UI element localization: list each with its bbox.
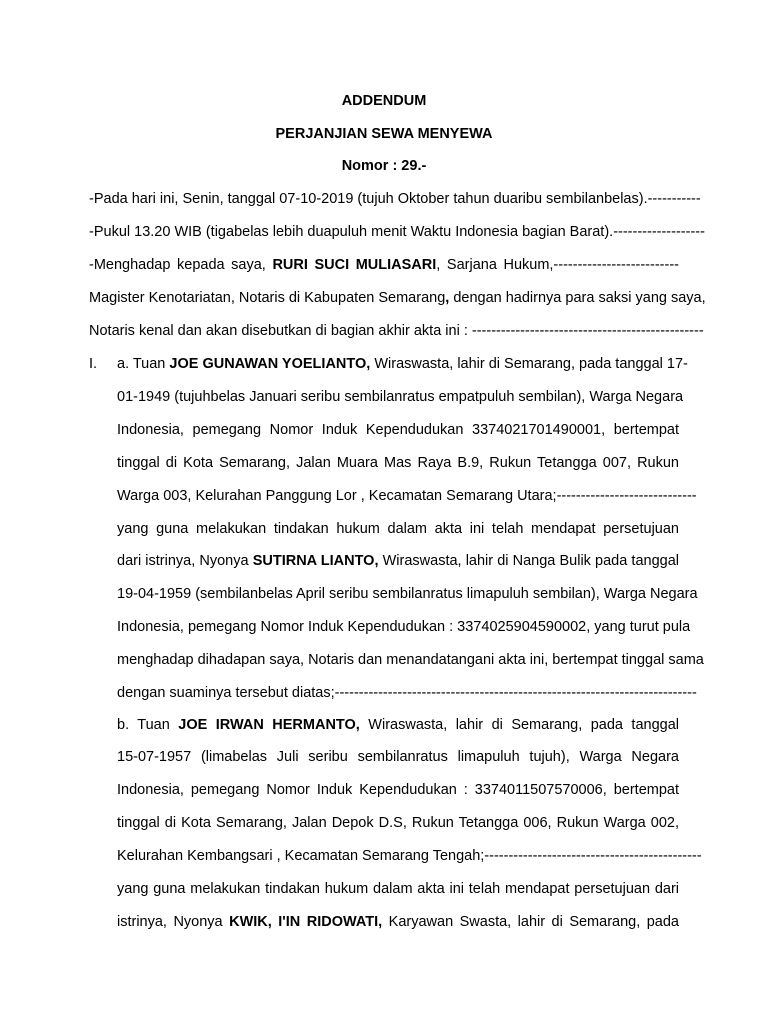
party-a-line-11: dengan suaminya tersebut diatas;---------------------------------------------------------------------------	[117, 685, 697, 701]
party-b-line-1: b. Tuan JOE IRWAN HERMANTO, Wiraswasta, lahir di Semarang, pada tanggal	[117, 717, 680, 733]
party-b-line-7: istrinya, Nyonya KWIK, I'IN RIDOWATI, Karyawan Swasta, lahir di Semarang, pada	[117, 914, 679, 930]
party-a-line-5: Warga 003, Kelurahan Panggung Lor , Kecamatan Semarang Utara;-----------------------------	[117, 488, 697, 504]
party-a-line-4: tinggal di Kota Semarang, Jalan Muara Mas Raya B.9, Rukun Tetangga 007, Rukun	[117, 455, 679, 471]
party-a-line-7: dari istrinya, Nyonya SUTIRNA LIANTO, Wiraswasta, lahir di Nanga Bulik pada tanggal	[117, 553, 680, 569]
document-title: ADDENDUM	[341, 93, 427, 109]
party-b-spouse-name: KWIK, I'IN RIDOWATI,	[229, 914, 383, 930]
party-a-line-9: Indonesia, pemegang Nomor Induk Kependudukan : 3374025904590002, yang turut pula	[117, 619, 691, 635]
party-b-line-6: yang guna melakukan tindakan hukum dalam akta ini telah mendapat persetujuan dari	[117, 881, 679, 897]
opening-line-witness: Notaris kenal dan akan disebutkan di bagian akhir akta ini : ------------------------------------------------	[89, 323, 704, 339]
opening-line-notary: Magister Kenotariatan, Notaris di Kabupaten Semarang, dengan hadirnya para saksi yang saya,	[89, 290, 706, 306]
opening-line-time: -Pukul 13.20 WIB (tigabelas lebih duapuluh menit Waktu Indonesia bagian Barat).-------------------	[89, 224, 705, 240]
party-a-name: JOE GUNAWAN YOELIANTO,	[169, 356, 371, 372]
section-roman-numeral: I.	[89, 356, 98, 372]
party-a-line-8: 19-04-1959 (sembilanbelas April seribu sembilanratus limapuluh sembilan), Warga Negara	[117, 586, 698, 602]
notary-name: RURI SUCI MULIASARI	[272, 257, 437, 273]
party-b-line-4: tinggal di Kota Semarang, Jalan Depok D.S, Rukun Tetangga 006, Rukun Warga 002,	[117, 815, 679, 831]
party-b-line-3: Indonesia, pemegang Nomor Induk Kependudukan : 3374011507570006, bertempat	[117, 782, 679, 798]
party-a-line-10: menghadap dihadapan saya, Notaris dan menandatangani akta ini, bertempat tinggal sama	[117, 652, 704, 668]
party-a-spouse-name: SUTIRNA LIANTO,	[252, 553, 379, 569]
party-b-line-5: Kelurahan Kembangsari , Kecamatan Semarang Tengah;---------------------------------------------	[117, 848, 702, 864]
party-b-line-2: 15-07-1957 (limabelas Juli seribu sembilanratus limapuluh tujuh), Warga Negara	[117, 749, 679, 765]
opening-line-date: -Pada hari ini, Senin, tanggal 07-10-2019 (tujuh Oktober tahun duaribu sembilanbelas).-----------	[89, 191, 701, 207]
party-b-name: JOE IRWAN HERMANTO,	[178, 717, 360, 733]
document-number: Nomor : 29.-	[341, 158, 427, 174]
party-a-line-1: a. Tuan JOE GUNAWAN YOELIANTO, Wiraswasta, lahir di Semarang, pada tanggal 17-	[117, 356, 688, 372]
opening-line-appearance: -Menghadap kepada saya, RURI SUCI MULIASARI, Sarjana Hukum,--------------------------	[89, 257, 679, 273]
document-subtitle: PERJANJIAN SEWA MENYEWA	[275, 126, 493, 142]
party-a-line-2: 01-1949 (tujuhbelas Januari seribu sembilanratus empatpuluh sembilan), Warga Negara	[117, 389, 684, 405]
party-a-line-6: yang guna melakukan tindakan hukum dalam akta ini telah mendapat persetujuan	[117, 521, 679, 537]
party-a-line-3: Indonesia, pemegang Nomor Induk Kependudukan 3374021701490001, bertempat	[117, 422, 679, 438]
